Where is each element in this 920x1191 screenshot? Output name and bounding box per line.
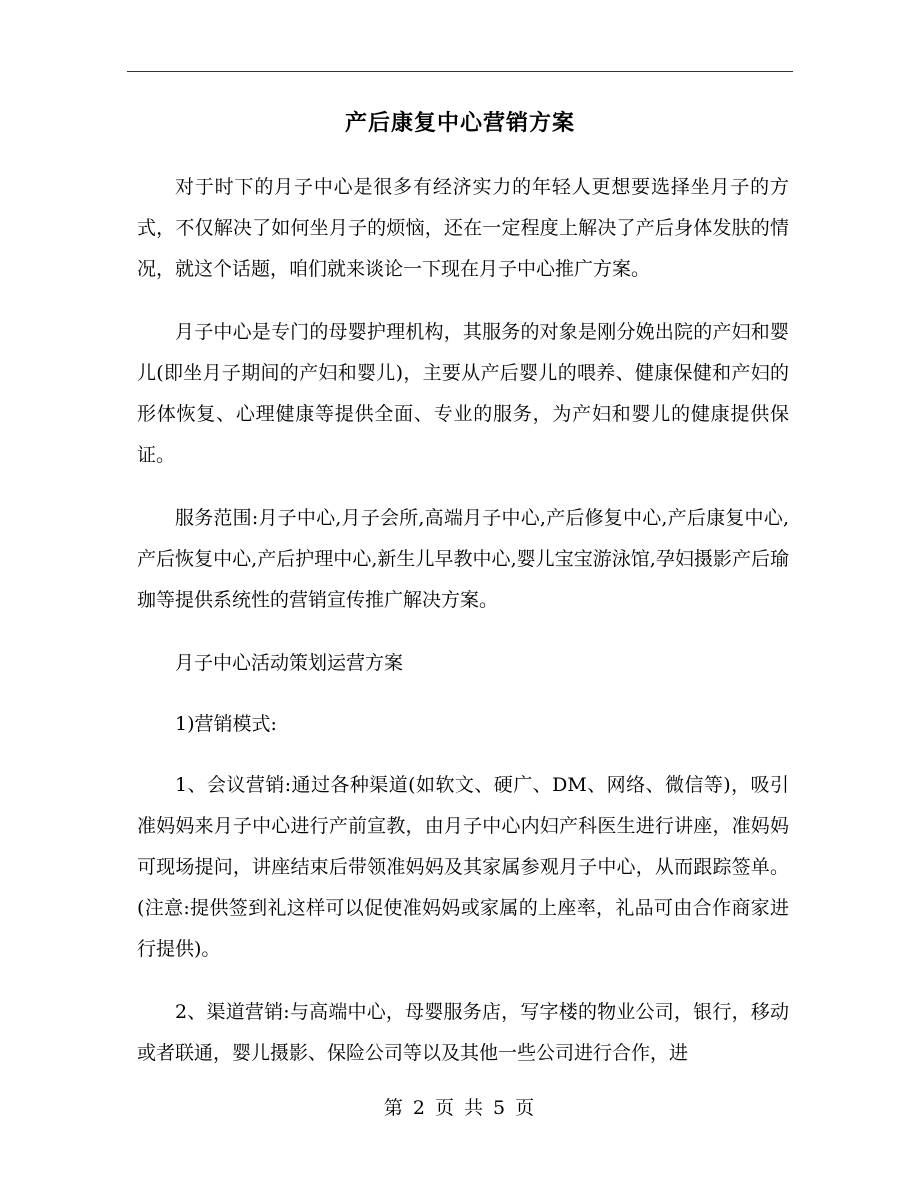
paragraph-marketing-model: 1)营销模式: — [175, 713, 277, 735]
paragraph-section-heading: 月子中心活动策划运营方案 — [175, 652, 404, 674]
paragraph-definition: 月子中心是专门的母婴护理机构，其服务的对象是刚分娩出院的产妇和婴儿(即坐月子期间的产妇和婴儿)，主要从产后婴儿的喂养、健康保健和产妇的形体恢复、心理健康等提供全面、专业的服务，为产妇和婴儿的健康提供保证。 — [137, 321, 789, 466]
paragraph-intro: 对于时下的月子中心是很多有经济实力的年轻人更想要选择坐月子的方式，不仅解决了如何坐月子的烦恼，还在一定程度上解决了产后身体发肤的情况，就这个话题，咱们就来谈论一下现在月子中心推广方案。 — [137, 176, 789, 280]
page-footer: 第 2 页 共 5 页 — [383, 1097, 537, 1119]
paragraph-channel-marketing: 2、渠道营销:与高端中心，母婴服务店，写字楼的物业公司，银行，移动或者联通，婴儿摄影、保险公司等以及其他一些公司进行合作，进 — [137, 1001, 789, 1064]
paragraph-service-scope: 服务范围:月子中心,月子会所,高端月子中心,产后修复中心,产后康复中心,产后恢复中心,产后护理中心,新生儿早教中心,婴儿宝宝游泳馆,孕妇摄影产后瑜珈等提供系统性的营销宣传推广解决方案。 — [137, 507, 789, 611]
document-body — [137, 167, 789, 1096]
paragraph-conference-marketing: 1、会议营销:通过各种渠道(如软文、硬广、DM、网络、微信等)，吸引准妈妈来月子中心进行产前宣教，由月子中心内妇产科医生进行讲座，准妈妈可现场提问，讲座结束后带领准妈妈及其家属参观月子中心，从而跟踪签单。(注意:提供签到礼这样可以促使准妈妈或家属的上座率，礼品可由合作商家进行提供)。 — [137, 774, 789, 960]
header-rule — [127, 71, 793, 72]
document-title: 产后康复中心营销方案 — [344, 110, 575, 136]
